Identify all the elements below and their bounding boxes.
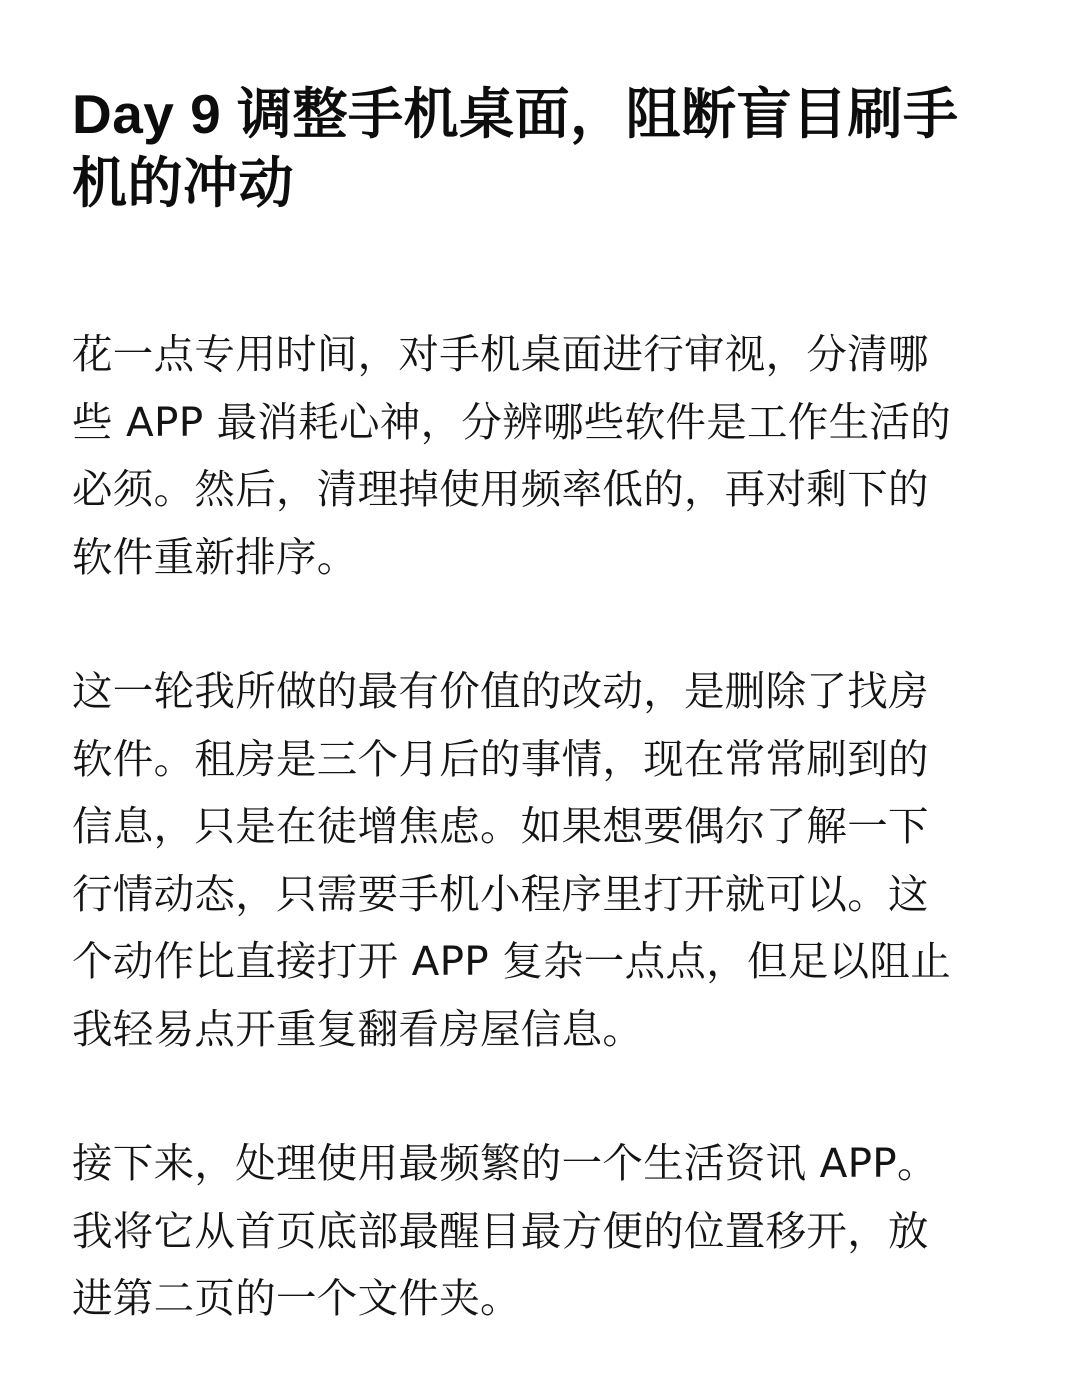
paragraph-line: 必须。然后，清理掉使用频率低的，再对剩下的: [72, 465, 929, 513]
paragraph-line: 我轻易点开重复翻看房屋信息。: [72, 1004, 644, 1053]
article-body: [72, 321, 1008, 1333]
paragraph-line: 些 APP 最消耗心神，分辨哪些软件是工作生活的: [72, 397, 951, 446]
title-line: Day 9 调整手机桌面，阻断盲目刷手: [72, 83, 959, 145]
paragraph: [72, 321, 1008, 591]
paragraph-line: 接下来，处理使用最频繁的一个生活资讯 APP。: [72, 1139, 938, 1187]
paragraph: [72, 1130, 1008, 1333]
paragraph-line: 我将它从首页底部最醒目最方便的位置移开，放: [72, 1206, 929, 1255]
paragraph-line: 信息，只是在徒增焦虑。如果想要偶尔了解一下: [72, 802, 929, 850]
title-line: 机的冲动: [72, 152, 295, 214]
paragraph-line: 个动作比直接打开 APP 复杂一点点，但足以阻止: [72, 937, 951, 985]
paragraph-line: 进第二页的一个文件夹。: [72, 1274, 521, 1322]
paragraph-line: 这一轮我所做的最有价值的改动，是删除了找房: [72, 667, 929, 715]
article-title: [72, 80, 1008, 218]
paragraph-line: 软件。租房是三个月后的事情，现在常常刷到的: [72, 734, 929, 783]
paragraph: [72, 658, 1008, 1063]
article: [72, 80, 1008, 1333]
paragraph-line: 花一点专用时间，对手机桌面进行审视，分清哪: [72, 330, 929, 378]
paragraph-line: 行情动态，只需要手机小程序里打开就可以。这: [72, 869, 929, 918]
paragraph-line: 软件重新排序。: [72, 532, 358, 581]
